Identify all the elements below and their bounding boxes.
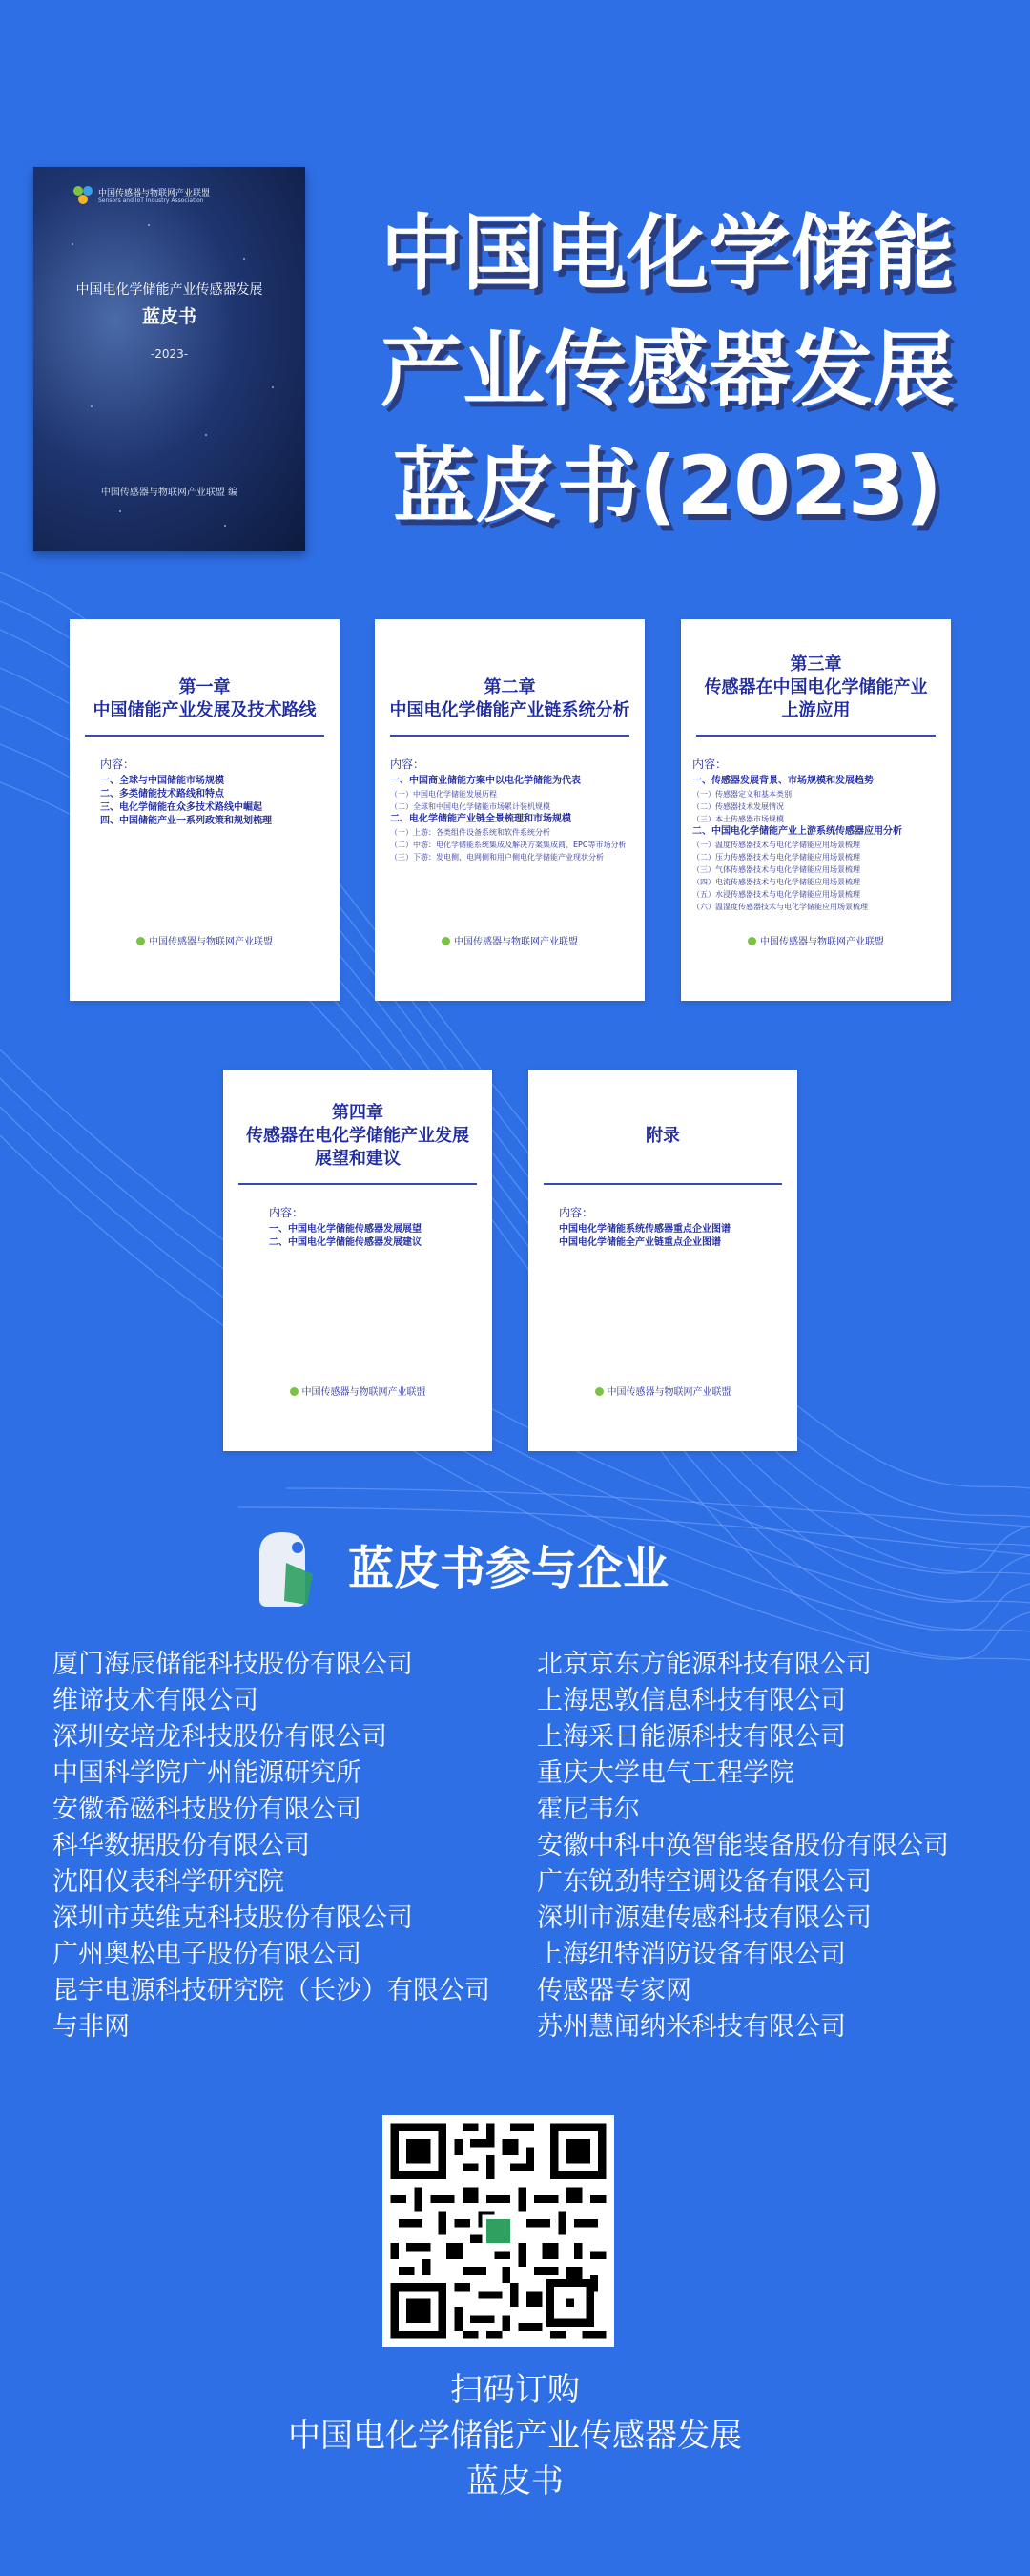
chapter-title: 传感器在中国电化学储能产业 xyxy=(704,677,928,697)
company-name: 广东锐劲特空调设备有限公司 xyxy=(537,1867,872,1897)
company-name: 安徽希磁科技股份有限公司 xyxy=(52,1795,361,1824)
content-subitem: （三）本土传感器市场规模 xyxy=(692,815,784,823)
alliance-logo-icon xyxy=(136,937,145,945)
content-subitem: （四）电流传感器技术与电化学储能应用场景梳理 xyxy=(692,878,860,886)
company-name: 科华数据股份有限公司 xyxy=(52,1831,310,1860)
content-subitem: （一）温度传感器技术与电化学储能应用场景梳理 xyxy=(692,841,860,849)
chapter-number: 第四章 xyxy=(332,1103,383,1123)
company-name: 苏州慧闻纳米科技有限公司 xyxy=(537,2012,846,2042)
content-subitem: （一）传感器定义和基本类别 xyxy=(692,790,792,799)
cover-org-name: 中国传感器与物联网产业联盟 xyxy=(98,189,211,198)
content-item: 中国电化学储能全产业链重点企业图谱 xyxy=(559,1237,721,1248)
content-item: 二、中国电化学储能传感器发展建议 xyxy=(269,1237,422,1248)
card-footer xyxy=(681,933,951,947)
content-subitem: （一）中国电化学储能发展历程 xyxy=(390,790,497,799)
company-name: 深圳安培龙科技股份有限公司 xyxy=(52,1722,387,1752)
alliance-logo-icon xyxy=(290,1387,299,1396)
content-subitem: （五）水浸传感器技术与电化学储能应用场景梳理 xyxy=(692,890,860,899)
company-name: 与非网 xyxy=(52,2012,130,2042)
page-title-line-1: 中国电化学储能 xyxy=(381,206,955,301)
company-name: 上海采日能源科技有限公司 xyxy=(537,1722,846,1752)
card-footer-text: 中国传感器与物联网产业联盟 xyxy=(149,937,273,947)
content-subitem: （一）上游：各类组件设备系统和软件系统分析 xyxy=(390,828,550,837)
company-name: 北京京东方能源科技有限公司 xyxy=(537,1650,872,1679)
company-name: 深圳市源建传感科技有限公司 xyxy=(537,1903,872,1933)
card-footer xyxy=(528,1383,797,1398)
contents-label: 内容： xyxy=(100,758,135,771)
company-name: 上海思敦信息科技有限公司 xyxy=(537,1686,846,1715)
content-item: 中国电化学储能系统传感器重点企业图谱 xyxy=(559,1224,731,1235)
card-footer xyxy=(223,1383,492,1398)
chapter-title: 传感器在电化学储能产业发展 xyxy=(246,1126,469,1146)
content-item: 二、多类储能技术路线和特点 xyxy=(100,789,224,800)
contents-label: 内容： xyxy=(390,758,425,771)
scan-to-order-label: 扫码订购 xyxy=(450,2371,580,2409)
alliance-logo-icon xyxy=(72,184,94,207)
chapter-contents xyxy=(100,775,328,828)
chapter-number: 第一章 xyxy=(178,677,231,697)
content-subitem: （二）传感器技术发展情况 xyxy=(692,802,784,811)
chapter-number: 附录 xyxy=(646,1126,680,1146)
content-item: 二、电化学储能产业链全景梳理和市场规模 xyxy=(390,814,571,824)
bag-icon xyxy=(250,1525,324,1610)
company-name: 霍尼韦尔 xyxy=(537,1795,640,1824)
content-item: 一、传感器发展背景、市场规模和发展趋势 xyxy=(692,776,874,786)
card-footer-text: 中国传感器与物联网产业联盟 xyxy=(760,937,884,947)
contents-label: 内容： xyxy=(269,1206,304,1219)
page-title-line-3: 蓝皮书(2023) xyxy=(393,439,942,534)
divider xyxy=(85,735,324,737)
cover-title: 中国电化学储能产业传感器发展 xyxy=(75,282,263,298)
contents-label: 内容： xyxy=(692,758,728,771)
company-name: 厦门海辰储能科技股份有限公司 xyxy=(52,1650,413,1679)
chapter-card-1 xyxy=(70,619,340,1001)
scan-book-subtitle: 蓝皮书 xyxy=(466,2462,564,2501)
content-subitem: （二）全球和中国电化学储能市场累计装机规模 xyxy=(390,802,550,811)
scan-book-title: 中国电化学储能产业传感器发展 xyxy=(288,2417,742,2455)
contents-label: 内容： xyxy=(559,1206,594,1219)
content-item: 一、中国电化学储能传感器发展展望 xyxy=(269,1224,422,1235)
company-name: 维谛技术有限公司 xyxy=(52,1686,258,1715)
page-title xyxy=(324,196,1011,545)
company-name: 安徽中科中涣智能装备股份有限公司 xyxy=(537,1831,949,1860)
cover-subtitle: 蓝皮书 xyxy=(141,306,196,327)
chapter-contents xyxy=(390,775,633,863)
content-subitem: （二）中游：电化学储能系统集成及解决方案集成商、EPC等市场分析 xyxy=(390,841,627,849)
divider xyxy=(238,1183,477,1185)
card-footer-text: 中国传感器与物联网产业联盟 xyxy=(454,937,578,947)
alliance-logo-icon xyxy=(748,937,756,945)
company-name: 上海纽特消防设备有限公司 xyxy=(537,1940,846,1969)
chapter-card-3 xyxy=(681,619,951,1001)
company-list-right xyxy=(537,1647,949,2046)
chapter-card-2 xyxy=(375,619,645,1001)
alliance-logo-icon xyxy=(595,1387,604,1396)
chapter-title-line-2: 展望和建议 xyxy=(315,1149,401,1169)
content-subitem: （六）温湿度传感器技术与电化学储能应用场景梳理 xyxy=(692,903,868,911)
chapter-contents xyxy=(269,1223,481,1250)
company-name: 广州奥松电子股份有限公司 xyxy=(52,1940,361,1969)
cover-editor: 中国传感器与物联网产业联盟 编 xyxy=(100,488,238,498)
content-item: 一、全球与中国储能市场规模 xyxy=(100,776,224,786)
chapter-number: 第二章 xyxy=(484,677,536,697)
company-name: 昆宇电源科技研究院（长沙）有限公司 xyxy=(52,1976,490,2005)
divider xyxy=(544,1183,782,1185)
cover-year: -2023- xyxy=(150,347,189,361)
content-subitem: （二）压力传感器技术与电化学储能应用场景梳理 xyxy=(692,853,860,862)
card-footer xyxy=(375,933,645,947)
card-footer xyxy=(70,933,340,947)
company-name: 中国科学院广州能源研究所 xyxy=(52,1758,361,1788)
content-subitem: （三）下游：发电侧、电网侧和用户侧电化学储能产业现状分析 xyxy=(390,853,604,862)
appendix-card xyxy=(528,1070,797,1451)
divider xyxy=(390,735,629,737)
content-item: 二、中国电化学储能产业上游系统传感器应用分析 xyxy=(692,826,902,837)
participants-title: 蓝皮书参与企业 xyxy=(348,1542,670,1595)
alliance-logo-icon xyxy=(442,937,450,945)
company-name: 深圳市英维克科技股份有限公司 xyxy=(52,1903,413,1933)
card-footer-text: 中国传感器与物联网产业联盟 xyxy=(607,1387,731,1398)
divider xyxy=(696,735,936,737)
chapter-contents xyxy=(559,1223,786,1250)
card-footer-text: 中国传感器与物联网产业联盟 xyxy=(301,1387,426,1398)
chapter-number: 第三章 xyxy=(790,654,842,675)
chapter-title: 中国储能产业发展及技术路线 xyxy=(93,700,317,720)
chapter-contents xyxy=(692,775,939,913)
chapter-title-line-2: 上游应用 xyxy=(781,700,851,720)
chapter-card-4 xyxy=(223,1070,492,1451)
content-item: 四、中国储能产业一系列政策和规划梳理 xyxy=(100,816,272,826)
book-cover xyxy=(33,167,305,551)
cover-org-name-en: Sensors and IoT Industry Association xyxy=(98,197,204,204)
content-subitem: （三）气体传感器技术与电化学储能应用场景梳理 xyxy=(692,865,860,874)
page-title-line-2: 产业传感器发展 xyxy=(381,322,955,418)
company-name: 传感器专家网 xyxy=(537,1976,691,2005)
company-name: 重庆大学电气工程学院 xyxy=(537,1758,794,1788)
chapter-title: 中国电化学储能产业链系统分析 xyxy=(389,700,630,720)
company-name: 沈阳仪表科学研究院 xyxy=(52,1867,284,1897)
qr-code[interactable] xyxy=(382,2115,614,2347)
content-item: 一、中国商业储能方案中以电化学储能为代表 xyxy=(390,776,581,786)
company-list-left xyxy=(52,1647,490,2046)
content-item: 三、电化学储能在众多技术路线中崛起 xyxy=(100,802,262,813)
